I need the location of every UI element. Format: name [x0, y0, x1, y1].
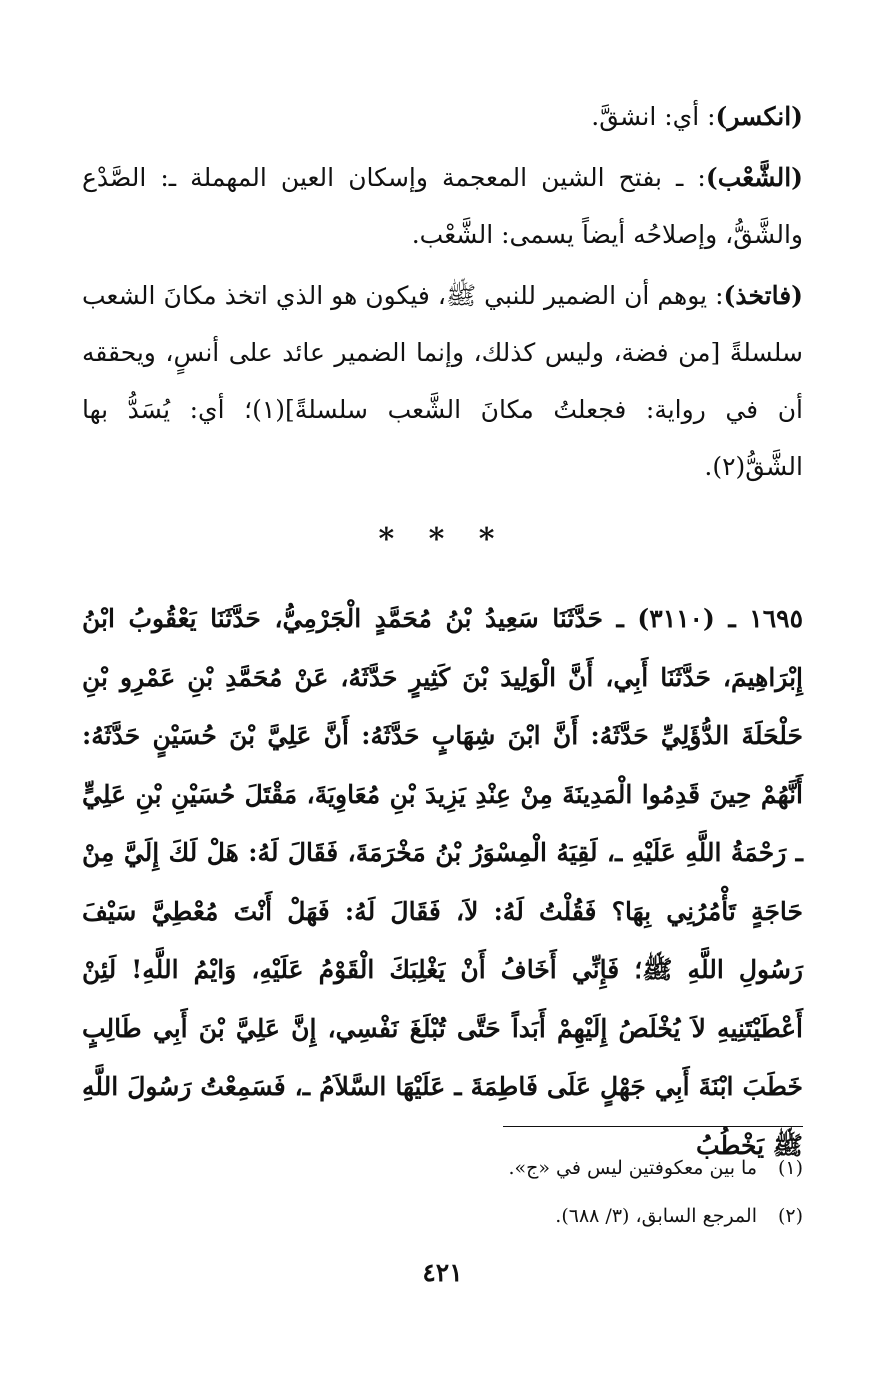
glossary-entry [82, 149, 803, 263]
glossary-definition: : يوهم أن الضمير للنبي ﷺ، فيكون هو الذي اتخذ مكانَ الشعب سلسلةً [من فضة، وليس كذلك، وإنما الضمير عائد على أنسٍ، ويحققه أن في رواية: فجعلتُ مكانَ الشَّعب سلسلةً](١)؛ أي: يُسَدُّ بها الشَّقُّ(٢). [82, 281, 804, 481]
glossary-term: (انكسر) [715, 102, 803, 131]
page-number: ٤٢١ [422, 1258, 463, 1287]
glossary-section [82, 88, 803, 499]
footnote-text: المرجع السابق، (٣/ ٦٨٨). [555, 1205, 757, 1227]
footnote-number: (١) [777, 1157, 803, 1179]
footnote-number: (٢) [777, 1205, 803, 1227]
glossary-term: (فاتخذ) [723, 281, 803, 310]
glossary-definition: : أي: انشقَّ. [591, 102, 716, 131]
hadith-paragraph: ١٦٩٥ ـ (٣١١٠) ـ حَدَّثَنَا سَعِيدُ بْنُ مُحَمَّدٍ الْجَرْمِيُّ، حَدَّثَنَا يَعْقُوبُ ابْنُ إِبْرَاهِيمَ، حَدَّثَنَا أَبِي، أَنَّ الْوَلِيدَ بْنَ كَثِيرٍ حَدَّثَهُ، عَنْ مُحَمَّدِ بْنِ عَمْرِو بْنِ حَلْحَلَةَ الدُّؤَلِيِّ حَدَّثَهُ: أَنَّ ابْنَ شِهَابٍ حَدَّثَهُ: أَنَّ عَلِيَّ بْنَ حُسَيْنٍ حَدَّثَهُ: أَنَّهُمْ حِينَ قَدِمُوا الْمَدِينَةَ مِنْ عِنْدِ يَزِيدَ بْنِ مُعَاوِيَةَ، مَقْتَلَ حُسَيْنِ بْنِ عَلِيٍّ ـ رَحْمَةُ اللَّهِ عَلَيْهِ ـ، لَقِيَهُ الْمِسْوَرُ بْنُ مَخْرَمَةَ، فَقَالَ لَهُ: هَلْ لَكَ إِلَيَّ مِنْ حَاجَةٍ تَأْمُرُنِي بِهَا؟ فَقُلْتُ لَهُ: لاَ، فَقَالَ لَهُ: فَهَلْ أَنْتَ مُعْطِيَّ سَيْفَ رَسُولِ اللَّهِ ﷺ؛ فَإِنِّي أَخَافُ أَنْ يَغْلِبَكَ الْقَوْمُ عَلَيْهِ، وَايْمُ اللَّهِ! لَئِنْ أَعْطَيْتَنِيهِ لاَ يُخْلَصُ إِلَيْهِمْ أَبَداً حَتَّى تُبْلَغَ نَفْسِي، إِنَّ عَلِيَّ بْنَ أَبِي طَالِبٍ خَطَبَ ابْنَةَ أَبِي جَهْلٍ عَلَى فَاطِمَةَ ـ عَلَيْهَا السَّلاَمُ ـ، فَسَمِعْتُ رَسُولَ اللَّهِ ﷺ يَخْطُبُ [82, 604, 803, 1160]
footnotes [82, 1144, 803, 1240]
glossary-entry [82, 88, 803, 145]
footnote [82, 1144, 803, 1192]
footnote-divider [503, 1126, 803, 1127]
hadith-text [82, 590, 803, 1175]
footnote-text: ما بين معكوفتين ليس في «ج». [508, 1157, 757, 1179]
glossary-term: (الشَّعْب) [705, 163, 803, 192]
glossary-definition: : ـ بفتح الشين المعجمة وإسكان العين المهملة ـ: الصَّدْع والشَّقُّ، وإصلاحُه أيضاً يسمى: الشَّعْب. [82, 163, 803, 249]
glossary-entry [82, 267, 803, 495]
section-separator: * * * [378, 522, 507, 557]
footnote [82, 1192, 803, 1240]
